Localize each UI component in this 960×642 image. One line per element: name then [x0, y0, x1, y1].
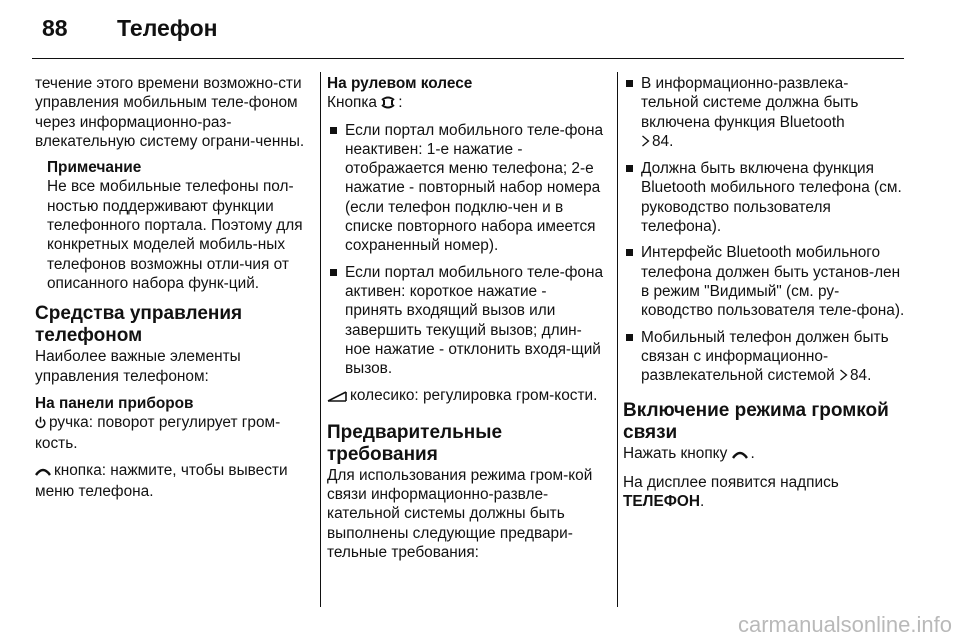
phone-button-item [35, 461, 311, 502]
page-header [0, 0, 960, 62]
header-rule [32, 58, 904, 59]
steering-button-label: Кнопка [327, 94, 377, 112]
page-ref-icon [641, 133, 650, 152]
subheading-steering-wheel: На рулевом колесе [327, 75, 473, 92]
power-knob-icon [35, 415, 46, 434]
column-divider-1 [320, 72, 321, 607]
display-message-value: ТЕЛЕФОН [623, 493, 700, 511]
list-item: Мобильный телефон должен быть связан с информационно-развлекательной системой 84. [623, 328, 905, 387]
section-heading-handsfree: Включение режима громкой связи [623, 400, 889, 444]
list-item: Должна быть включена функция Bluetooth мобильного телефона (см. руководство пользователя телефона). [623, 159, 905, 236]
wheel-item [327, 386, 605, 407]
list-item: Интерфейс Bluetooth мобильного телефона должен быть установ-лен в режим "Видимый" (см. ру-ководство пользователя теле-фона). [623, 243, 905, 320]
page-title: Телефон [117, 15, 218, 41]
list-item: Если портал мобильного теле-фона активен: короткое нажатие - принять входящий вызов или завершить текущий вызов; длин-ное нажатие - отклонить входя-щий вызов. [327, 263, 605, 379]
phone-icon [35, 463, 51, 482]
intro-paragraph: течение этого времени возможно-сти управления мобильным теле-фоном через информационно-раз-влекательную систему ограни-ченны. [35, 75, 305, 150]
page-ref-icon [839, 367, 848, 386]
display-message-line: На дисплее появится надпись ТЕЛЕФОН. [623, 473, 839, 511]
steering-button-line: Кнопка : [327, 93, 605, 114]
knob-item-text: ручка: поворот регулирует гром-кость. [35, 414, 281, 453]
note-title: Примечание [47, 159, 142, 177]
column-divider-2 [617, 72, 618, 607]
section-heading-prerequisites: Предварительные требования [327, 421, 503, 465]
knob-item [35, 413, 311, 454]
list-item: Если портал мобильного теле-фона неактивен: 1-е нажатие - отображается меню телефона; 2-е нажатие - повторный набор номера (если телефон подклю-чен и в списке повторного набора имеется сохраненный номер). [327, 121, 605, 256]
page-number: 88 [42, 15, 68, 41]
column-1 [35, 74, 311, 508]
subheading-panel: На панели приборов [35, 394, 194, 412]
press-button-line: Нажать кнопку . [623, 444, 905, 465]
controls-intro: Наиболее важные элементы управления телефоном: [35, 348, 241, 385]
prerequisites-intro: Для использования режима гром-кой связи информационно-развле-кательной системы должны быть выполнены следующие предвари-тельные требования: [327, 466, 593, 561]
column-2 [327, 74, 605, 569]
watermark: carmanualsonline.info [737, 612, 952, 637]
wheel-item-text: колесико: регулировка гром-кости. [350, 387, 598, 405]
thumbwheel-icon [327, 388, 347, 407]
list-item: В информационно-развлека-тельной системе должна быть включена функция Bluetooth 84. [623, 74, 905, 152]
note-text: Не все мобильные телефоны пол-ностью поддерживают функции телефонного портала. Поэтому для конкретных моделей мобиль-ных телефонов возможны отли-чия от описанного набора функ-ций. [47, 178, 303, 292]
phone-icon [732, 446, 748, 465]
phone-button-text: кнопка: нажмите, чтобы вывести меню телефона. [35, 461, 288, 501]
steering-phone-button-icon [381, 95, 395, 114]
column-3 [623, 74, 905, 518]
section-heading-controls: Средства управления телефоном [35, 303, 243, 347]
note-box [47, 158, 311, 293]
